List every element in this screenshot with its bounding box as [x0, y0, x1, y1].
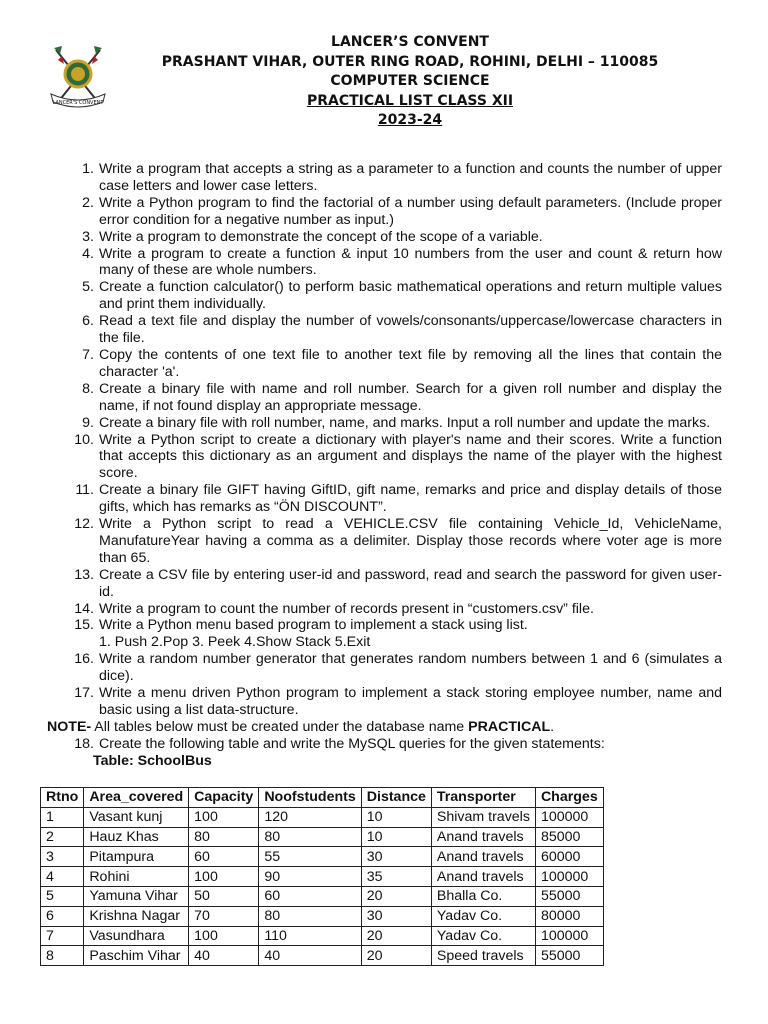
- table-row: [41, 847, 604, 867]
- column-header: Transporter: [431, 788, 535, 808]
- table-cell: 5: [41, 886, 84, 906]
- table-cell: 55000: [535, 886, 603, 906]
- list-item-7: [46, 347, 722, 381]
- column-header: Distance: [361, 788, 431, 808]
- table-cell: 55: [259, 847, 361, 867]
- item-number: 13.: [74, 566, 94, 583]
- table-cell: 100: [189, 867, 259, 887]
- item-number: 18.: [74, 735, 94, 752]
- table-cell: 100: [189, 926, 259, 946]
- table-cell: 10: [361, 827, 431, 847]
- table-row: [41, 946, 604, 966]
- column-header: Charges: [535, 788, 603, 808]
- item-text: Create a binary file GIFT having GiftID, gift name, remarks and price and display details of those gifts, which has remarks as “ÖN DISCOUNT”.: [99, 482, 722, 516]
- table-cell: 80000: [535, 906, 603, 926]
- column-header: Noofstudents: [259, 788, 361, 808]
- table-cell: 60: [189, 847, 259, 867]
- item-number: 6.: [82, 313, 94, 330]
- table-row: [41, 867, 604, 887]
- list-item-3: [46, 229, 722, 246]
- table-cell: 1: [41, 807, 84, 827]
- column-header: Capacity: [189, 788, 259, 808]
- list-item-16: [46, 651, 722, 685]
- session-year: 2023-24: [377, 112, 443, 128]
- table-cell: Vasant kunj: [84, 807, 189, 827]
- table-cell: Paschim Vihar: [84, 946, 189, 966]
- table-cell: Krishna Nagar: [84, 906, 189, 926]
- table-cell: 80: [259, 906, 361, 926]
- table-cell: 90: [259, 867, 361, 887]
- item-number: 15.: [74, 617, 94, 634]
- table-cell: 35: [361, 867, 431, 887]
- table-cell: Yamuna Vihar: [84, 886, 189, 906]
- item-number: 7.: [82, 346, 94, 363]
- list-item-15: [46, 617, 722, 651]
- table-cell: 120: [259, 807, 361, 827]
- table-cell: Anand travels: [431, 827, 535, 847]
- svg-text:LANCER'S CONVENT: LANCER'S CONVENT: [52, 100, 104, 106]
- table-cell: Shivam travels: [431, 807, 535, 827]
- table-cell: 20: [361, 946, 431, 966]
- table-cell: 4: [41, 867, 84, 887]
- list-item-4: [46, 246, 722, 280]
- item-number: 5.: [82, 279, 94, 296]
- item-number: 17.: [74, 685, 94, 702]
- table-cell: 85000: [535, 827, 603, 847]
- database-name: PRACTICAL: [468, 718, 551, 735]
- table-cell: 80: [189, 827, 259, 847]
- table-cell: 50: [189, 886, 259, 906]
- item-text: Create a function calculator() to perform basic mathematical operations and return multiple values and print them individually.: [99, 279, 722, 313]
- table-cell: 30: [361, 847, 431, 867]
- table-cell: Bhalla Co.: [431, 886, 535, 906]
- table-cell: 70: [189, 906, 259, 926]
- table-cell: Vasundhara: [84, 926, 189, 946]
- schoolbus-table: [40, 787, 604, 966]
- table-cell: 100000: [535, 926, 603, 946]
- item-number: 3.: [82, 228, 94, 245]
- table-cell: 20: [361, 886, 431, 906]
- table-cell: 6: [41, 906, 84, 926]
- table-cell: Hauz Khas: [84, 827, 189, 847]
- table-cell: Anand travels: [431, 867, 535, 887]
- school-name: LANCER’S CONVENT: [331, 34, 489, 50]
- note-line: NOTE- All tables below must be created under the database name PRACTICAL.: [47, 718, 555, 735]
- school-crest-logo: [46, 44, 110, 112]
- item-text: Copy the contents of one text file to another text file by removing all the lines that contain the character 'a'.: [99, 346, 722, 380]
- table-cell: Yadav Co.: [431, 926, 535, 946]
- table-cell: 55000: [535, 946, 603, 966]
- column-header: Area_covered: [84, 788, 189, 808]
- item-number: 10.: [74, 431, 94, 448]
- table-cell: 60: [259, 886, 361, 906]
- table-cell: 7: [41, 926, 84, 946]
- item-text: Create a binary file with roll number, name, and marks. Input a roll number and update the marks.: [99, 414, 711, 431]
- item-text: Write a menu driven Python program to implement a stack storing employee number, name and basic using a list data-structure.: [99, 685, 722, 718]
- item-number: 1.: [82, 161, 94, 177]
- note-label: NOTE-: [47, 718, 92, 735]
- item-number: 2.: [82, 194, 94, 211]
- table-cell: 100: [189, 807, 259, 827]
- item-text: Write a Python script to read a VEHICLE.CSV file containing Vehicle_Id, VehicleName, ManufatureYear having a comma as a delimiter. Display those records where voter age is more than 65.: [99, 516, 722, 566]
- note-text: All tables below must be created under the database name: [91, 718, 469, 735]
- table-cell: 20: [361, 926, 431, 946]
- column-header: Rtno: [41, 788, 84, 808]
- list-item-1: [46, 161, 722, 195]
- list-item-6: [46, 313, 722, 347]
- item-number: 4.: [82, 245, 94, 262]
- table-cell: 100000: [535, 867, 603, 887]
- item-text: Create a CSV file by entering user-id and password, read and search the password for given user-id.: [99, 566, 722, 600]
- item-number: 8.: [82, 380, 94, 397]
- item-text: Write a program to count the number of records present in “customers.csv” file.: [99, 600, 594, 617]
- item-subtext: 1. Push 2.Pop 3. Peek 4.Show Stack 5.Exit: [99, 634, 371, 651]
- document-header: [130, 33, 690, 131]
- table-row: [41, 906, 604, 926]
- table-cell: 40: [259, 946, 361, 966]
- practical-list: [46, 161, 722, 770]
- table-row: [41, 886, 604, 906]
- item-number: 11.: [75, 482, 94, 499]
- list-item-12: [46, 516, 722, 567]
- item-text: Write a random number generator that generates random numbers between 1 and 6 (simulates a dice).: [99, 651, 722, 685]
- list-item-18: [46, 736, 722, 753]
- table-row: [41, 827, 604, 847]
- list-item-8: [46, 381, 722, 415]
- table-cell: Anand travels: [431, 847, 535, 867]
- table-cell: 100000: [535, 807, 603, 827]
- table-cell: 60000: [535, 847, 603, 867]
- item-number: 14.: [74, 600, 94, 617]
- table-cell: Yadav Co.: [431, 906, 535, 926]
- table-cell: 30: [361, 906, 431, 926]
- school-address: PRASHANT VIHAR, OUTER RING ROAD, ROHINI, DELHI – 110085: [161, 53, 659, 70]
- table-cell: 40: [189, 946, 259, 966]
- item-text: Create the following table and write the MySQL queries for the given statements:: [99, 735, 605, 752]
- item-text: Write a program to create a function & input 10 numbers from the user and count & return how many of these are whole numbers.: [99, 245, 722, 279]
- item-number: 9.: [82, 414, 94, 431]
- list-item-5: [46, 279, 722, 313]
- item-text: Write a Python script to create a dictionary with player's name and their scores. Write a function that accepts this dictionary as an argument and displays the name of the player with the highest score.: [99, 431, 722, 482]
- list-item-11: [46, 482, 722, 516]
- table-row: [41, 807, 604, 827]
- table-cell: Speed travels: [431, 946, 535, 966]
- table-cell: 8: [41, 946, 84, 966]
- item-text: Write a Python menu based program to implement a stack using list. 1. Push 2.Pop 3. Peek 4.Show Stack 5.Exit: [94, 617, 722, 651]
- table-cell: 3: [41, 847, 84, 867]
- item-text: Write a Python program to find the factorial of a number using default parameters. (Include proper error condition for a negative number as input.): [99, 194, 722, 228]
- list-item-17: [46, 685, 722, 719]
- item-number: 16.: [74, 651, 94, 668]
- table-cell: 80: [259, 827, 361, 847]
- table-cell: Rohini: [84, 867, 189, 887]
- list-item-2: [46, 195, 722, 229]
- table-caption: Table: SchoolBus: [93, 752, 212, 769]
- item-text: Write a program that accepts a string as a parameter to a function and counts the number of upper case letters and lower case letters.: [99, 161, 722, 194]
- list-item-14: [46, 601, 722, 618]
- list-item-13: [46, 567, 722, 601]
- table-row: [41, 926, 604, 946]
- item-text: Read a text file and display the number of vowels/consonants/uppercase/lowercase characters in the file.: [99, 313, 722, 347]
- table-cell: 110: [259, 926, 361, 946]
- practical-list-title: PRACTICAL LIST CLASS XII: [306, 92, 514, 109]
- item-text: Write a program to demonstrate the concept of the scope of a variable.: [99, 228, 543, 245]
- table-cell: Pitampura: [84, 847, 189, 867]
- table-cell: 10: [361, 807, 431, 827]
- table-cell: 2: [41, 827, 84, 847]
- subject-title: COMPUTER SCIENCE: [330, 73, 490, 89]
- table-header-row: [41, 788, 604, 808]
- list-item-9: [46, 415, 722, 432]
- item-text: Create a binary file with name and roll number. Search for a given roll number and display the name, if not found display an appropriate message.: [99, 380, 722, 414]
- item-number: 12.: [74, 516, 94, 533]
- list-item-10: [46, 432, 722, 483]
